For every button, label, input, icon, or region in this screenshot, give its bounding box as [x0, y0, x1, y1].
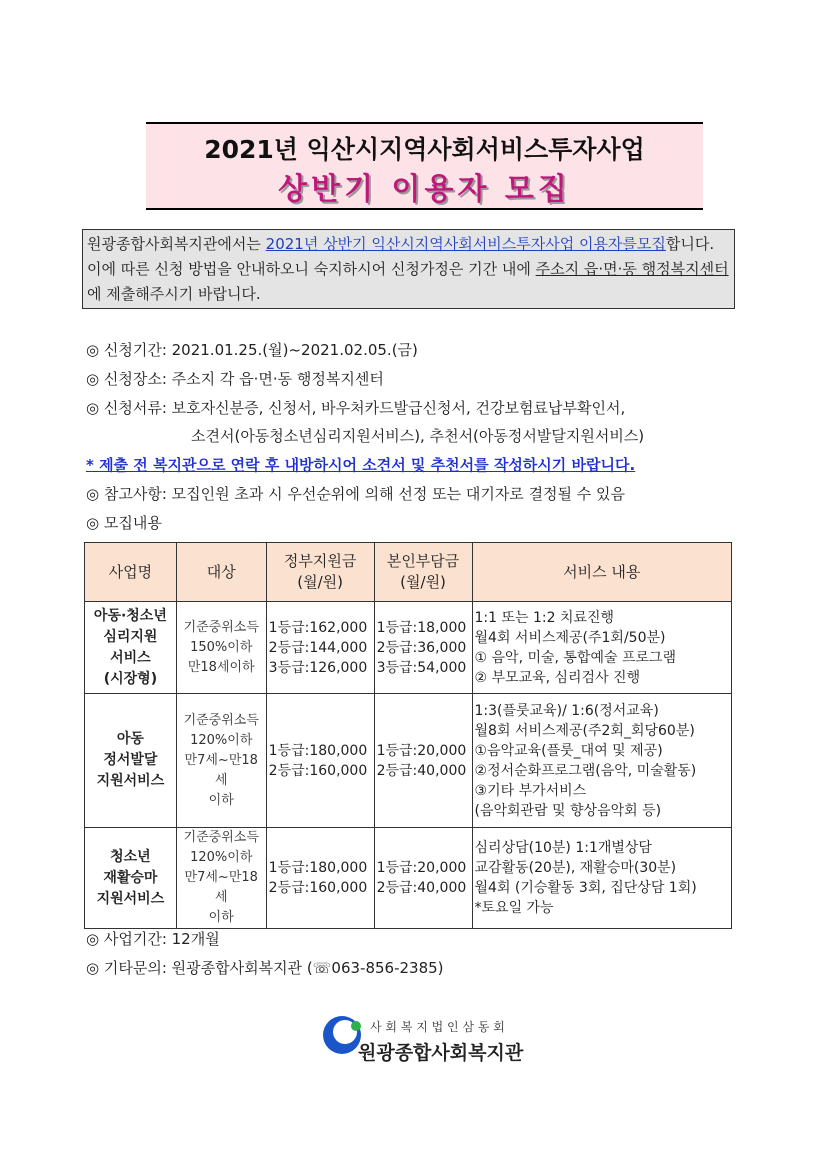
table-header-row [85, 543, 732, 602]
organization-logo [318, 1008, 548, 1068]
intro-text-3: 에 제출해주시기 바랍니다. [87, 285, 261, 303]
intro-text-1: 원광종합사회복지관에서는 [87, 235, 266, 253]
self-pay: 1등급:20,000 2등급:40,000 [374, 694, 472, 828]
gov-support: 1등급:162,000 2등급:144,000 3등급:126,000 [266, 602, 374, 694]
title-box [146, 122, 703, 210]
service-table [84, 542, 732, 929]
gov-support: 1등급:180,000 2등급:160,000 [266, 828, 374, 929]
logo-org-name: 원광종합사회복지관 [358, 1042, 524, 1064]
self-pay: 1등급:18,000 2등급:36,000 3등급:54,000 [374, 602, 472, 694]
table-row [85, 828, 732, 929]
gov-support: 1등급:180,000 2등급:160,000 [266, 694, 374, 828]
contact-info: ◎ 기타문의: 원광종합사회복지관 (☏063-856-2385) [86, 959, 444, 977]
program-name: 아동 정서발달 지원서비스 [85, 694, 177, 828]
submission-notice: * 제출 전 복지관으로 연락 후 내방하시어 소견서 및 추천서를 작성하시기 바랍니다. [86, 456, 636, 474]
table-row [85, 694, 732, 828]
intro-recruit: 모집 [636, 235, 666, 253]
recruit-content-heading: ◎ 모집내용 [86, 514, 162, 532]
program-target: 기준중위소득 120%이하 만7세~만18세 이하 [176, 828, 266, 929]
apply-period: ◎ 신청기간: 2021.01.25.(월)~2021.02.05.(금) [86, 341, 418, 359]
title-line-2: 상반기 이용자 모집 [278, 172, 571, 207]
intro-text-2: 합니다. 이에 따른 신청 방법을 안내하오니 숙지하시어 신청가정은 기간 내에 [87, 235, 715, 278]
header-target: 대상 [176, 543, 266, 602]
header-program: 사업명 [85, 543, 177, 602]
self-pay: 1등급:20,000 2등급:40,000 [374, 828, 472, 929]
apply-docs-2: 소견서(아동청소년심리지원서비스), 추천서(아동정서발달지원서비스) [191, 427, 645, 445]
service-content: 1:3(플룻교육)/ 1:6(정서교육) 월8회 서비스제공(주2회_회당60분) ①음악교육(플룻_대여 및 제공) ②정서순화프로그램(음악, 미술활동) ③기타 부가서비스 (음악회관람 및 향상음악회 등) [472, 694, 731, 828]
apply-place: ◎ 신청장소: 주소지 각 읍·면·동 행정복지센터 [86, 370, 384, 388]
header-service-content: 서비스 내용 [472, 543, 731, 602]
service-content: 1:1 또는 1:2 치료진행 월4회 서비스제공(주1회/50분) ① 음악, 미술, 통합예술 프로그램 ② 부모교육, 심리검사 진행 [472, 602, 731, 694]
logo-motto: 사 회 복 지 법 인 삼 동 회 [370, 1020, 505, 1034]
program-target: 기준중위소득 120%이하 만7세~만18세 이하 [176, 694, 266, 828]
intro-program-name: 2021년 상반기 익산시지역사회서비스투자사업 이용자를 [265, 235, 637, 253]
service-content: 심리상담(10분) 1:1개별상담 교감활동(20분), 재활승마(30분) 월4회 (기승활동 3회, 집단상담 1회) *토요일 가능 [472, 828, 731, 929]
apply-docs-1: ◎ 신청서류: 보호자신분증, 신청서, 바우처카드발급신청서, 건강보험료납부확인서, [86, 399, 626, 417]
intro-address-1: 주 [535, 260, 551, 278]
intro-address-2: 소지 읍·면·동 행정복지센터 [550, 260, 729, 278]
header-gov-support: 정부지원금 (월/원) [266, 543, 374, 602]
table-row [85, 602, 732, 694]
program-target: 기준중위소득 150%이하 만18세이하 [176, 602, 266, 694]
reference-note: ◎ 참고사항: 모집인원 초과 시 우선순위에 의해 선정 또는 대기자로 결정될 수 있음 [86, 485, 626, 503]
header-self-pay: 본인부담금 (월/원) [374, 543, 472, 602]
program-name: 아동·청소년 심리지원 서비스 (시장형) [85, 602, 177, 694]
intro-box [82, 229, 735, 309]
program-name: 청소년 재활승마 지원서비스 [85, 828, 177, 929]
title-line-1: 2021년 익산시지역사회서비스투자사업 [204, 135, 645, 164]
business-period: ◎ 사업기간: 12개월 [86, 930, 220, 948]
